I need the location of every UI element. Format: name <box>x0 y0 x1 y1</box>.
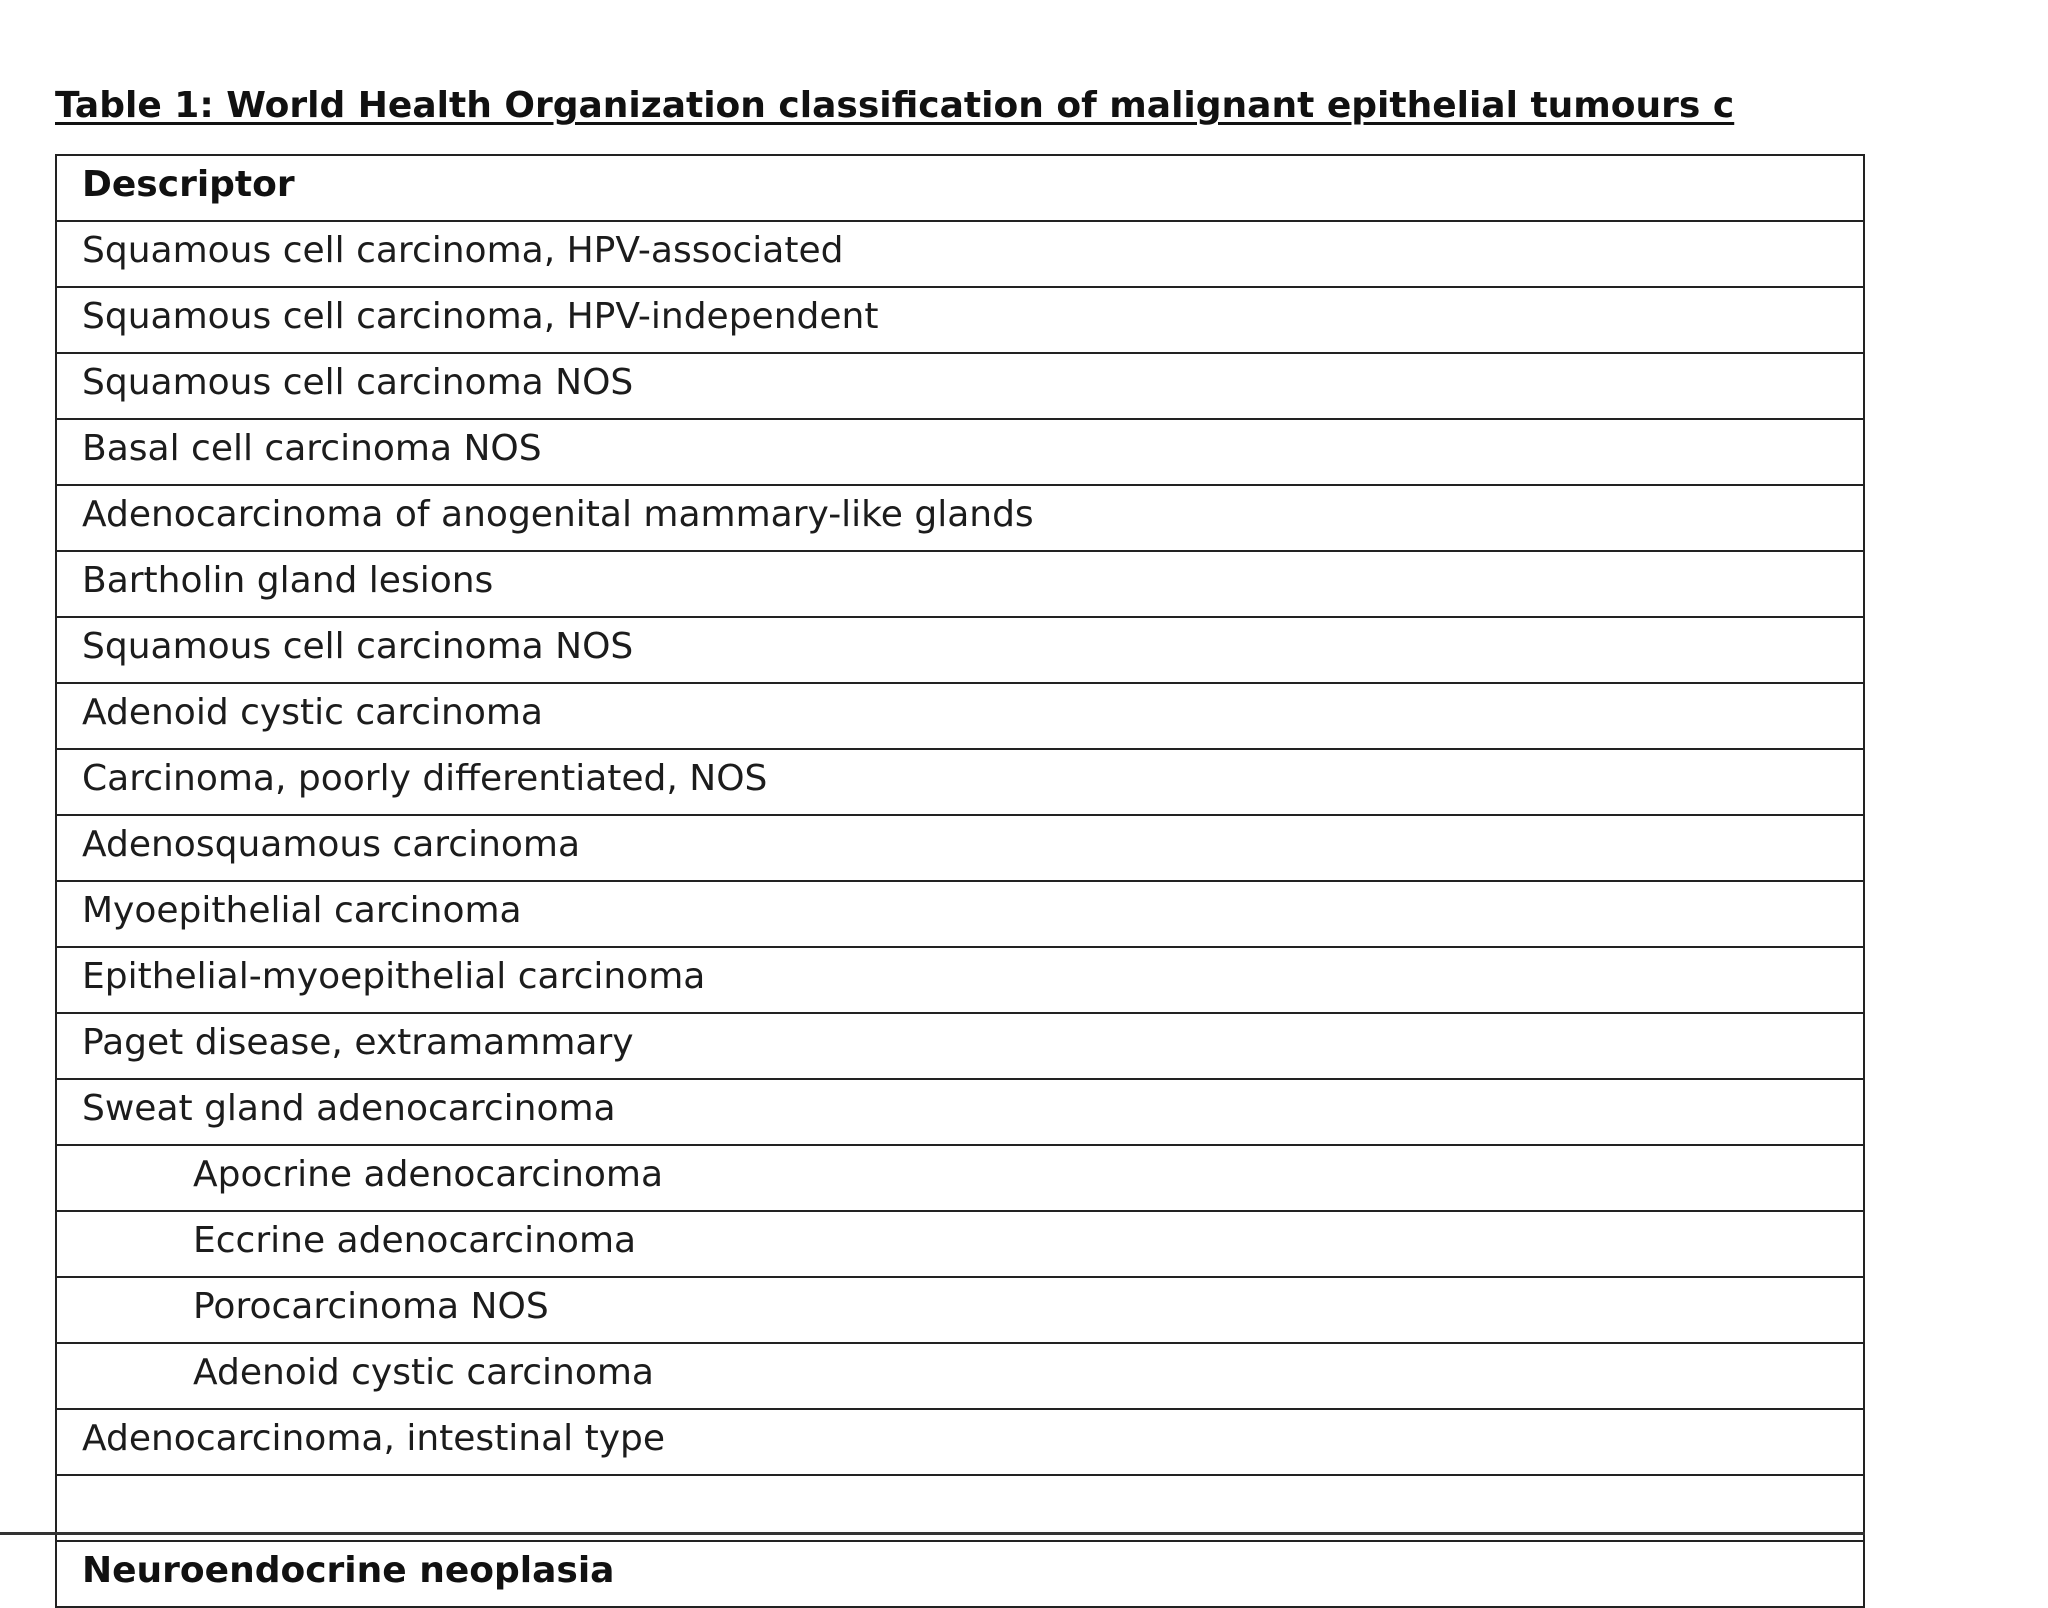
table-row <box>56 1145 1864 1211</box>
descriptor-cell: Paget disease, extramammary <box>56 1013 1864 1079</box>
descriptor-cell: Squamous cell carcinoma NOS <box>56 617 1864 683</box>
page-bottom-rule <box>0 1532 1865 1535</box>
column-header-descriptor: Descriptor <box>56 155 1864 221</box>
descriptor-cell: Epithelial-myoepithelial carcinoma <box>56 947 1864 1013</box>
descriptor-cell: Sweat gland adenocarcinoma <box>56 1079 1864 1145</box>
table-row <box>56 287 1864 353</box>
table-row <box>56 815 1864 881</box>
table-row <box>56 1277 1864 1343</box>
descriptor-cell: Apocrine adenocarcinoma <box>56 1145 1864 1211</box>
descriptor-cell: Carcinoma, poorly differentiated, NOS <box>56 749 1864 815</box>
table-row <box>56 551 1864 617</box>
table-row <box>56 1343 1864 1409</box>
descriptor-cell: Squamous cell carcinoma NOS <box>56 353 1864 419</box>
descriptor-cell: Adenoid cystic carcinoma <box>56 683 1864 749</box>
table-row <box>56 1409 1864 1475</box>
table-row <box>56 881 1864 947</box>
descriptor-cell: Squamous cell carcinoma, HPV-independent <box>56 287 1864 353</box>
table-row <box>56 947 1864 1013</box>
descriptor-cell: Adenosquamous carcinoma <box>56 815 1864 881</box>
table-row <box>56 1013 1864 1079</box>
table-row <box>56 1211 1864 1277</box>
table-row <box>56 683 1864 749</box>
table-header-row <box>56 155 1864 221</box>
table-row <box>56 1079 1864 1145</box>
table-row <box>56 617 1864 683</box>
descriptor-cell: Adenoid cystic carcinoma <box>56 1343 1864 1409</box>
descriptor-cell: Porocarcinoma NOS <box>56 1277 1864 1343</box>
table-row <box>56 749 1864 815</box>
table-title: Table 1: World Health Organization classification of malignant epithelial tumours c <box>55 85 1735 126</box>
descriptor-cell: Adenocarcinoma, intestinal type <box>56 1409 1864 1475</box>
table-row <box>56 221 1864 287</box>
table-row <box>56 1541 1864 1607</box>
table-row <box>56 419 1864 485</box>
descriptor-cell: Eccrine adenocarcinoma <box>56 1211 1864 1277</box>
table-row <box>56 485 1864 551</box>
descriptor-cell: Adenocarcinoma of anogenital mammary-like glands <box>56 485 1864 551</box>
classification-table <box>55 154 1865 1608</box>
descriptor-cell: Squamous cell carcinoma, HPV-associated <box>56 221 1864 287</box>
classification-table-container <box>55 154 1865 1591</box>
descriptor-cell: Myoepithelial carcinoma <box>56 881 1864 947</box>
descriptor-cell: Basal cell carcinoma NOS <box>56 419 1864 485</box>
descriptor-cell: Neuroendocrine neoplasia <box>56 1541 1864 1607</box>
table-row <box>56 353 1864 419</box>
table-body <box>56 155 1864 1607</box>
descriptor-cell: Bartholin gland lesions <box>56 551 1864 617</box>
